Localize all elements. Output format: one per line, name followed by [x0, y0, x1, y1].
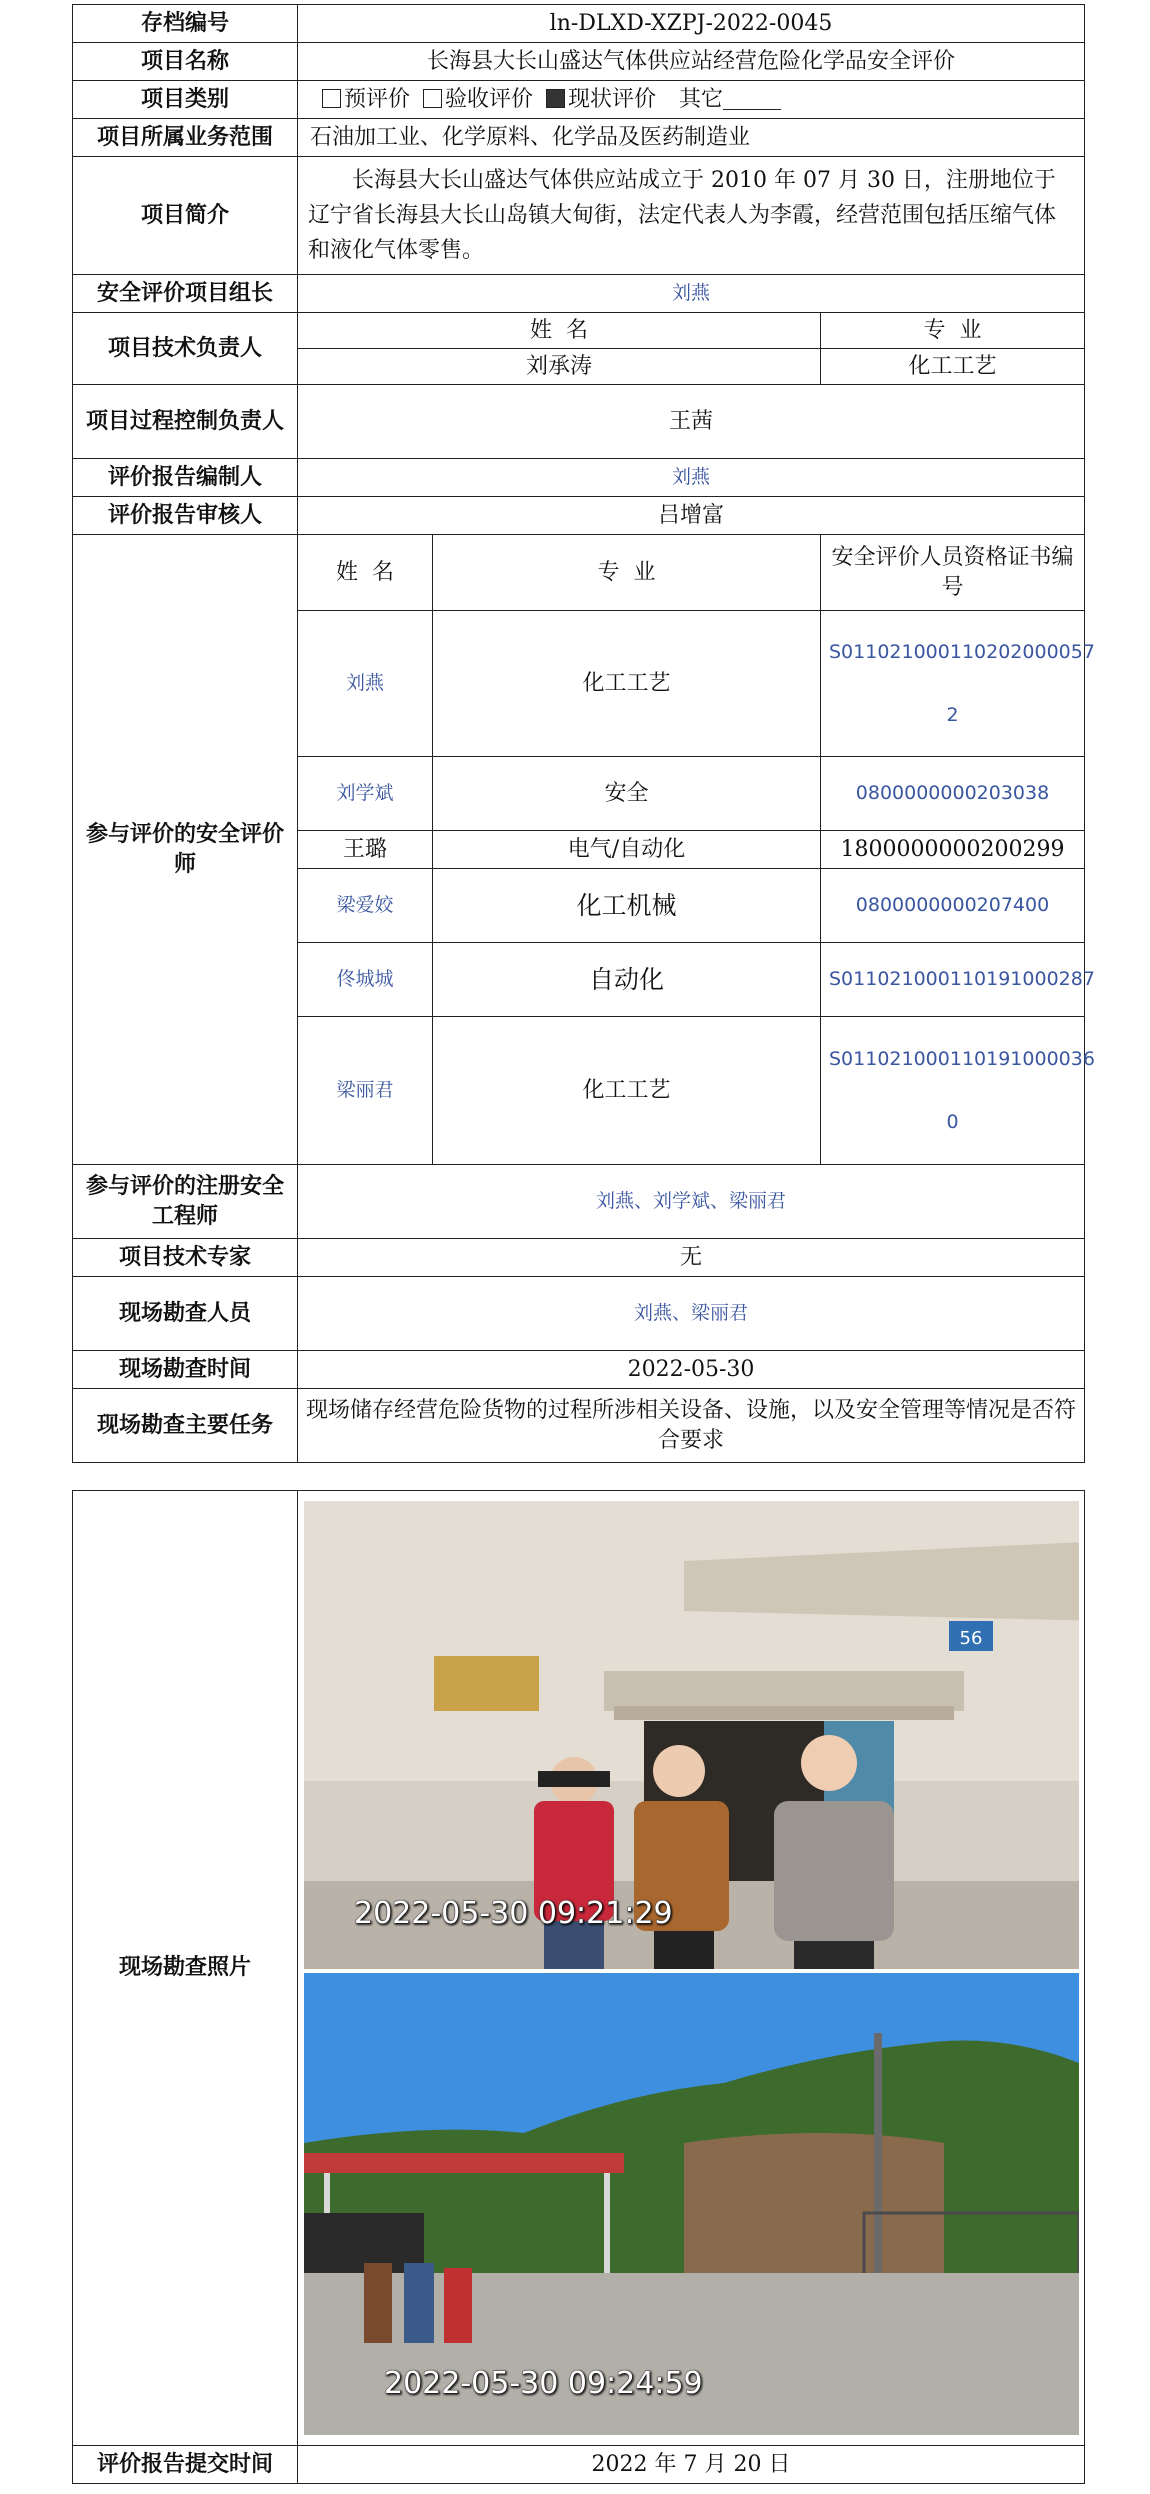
submit-time-label: 评价报告提交时间 [73, 2446, 298, 2484]
process-lead-value: 王茜 [298, 385, 1085, 459]
report-author-value: 刘燕 [298, 459, 1085, 497]
evaluator-name: 佟城城 [298, 943, 433, 1017]
evaluator-name: 梁爱姣 [298, 869, 433, 943]
evaluator-cert: 0800000000207400 [821, 869, 1085, 943]
checkbox-status-eval[interactable] [546, 89, 565, 108]
project-name-value: 长海县大长山盛达气体供应站经营危险化学品安全评价 [298, 43, 1085, 81]
evaluator-name: 刘燕 [298, 611, 433, 757]
experts-value: 无 [298, 1239, 1085, 1277]
experts-label: 项目技术专家 [73, 1239, 298, 1277]
checkbox-pre-eval[interactable] [322, 89, 341, 108]
business-scope-value: 石油加工业、化学原料、化学品及医药制造业 [298, 119, 1085, 157]
site-photo-yard [304, 1973, 1079, 2435]
evaluator-cert [821, 611, 1095, 757]
report-author-label: 评价报告编制人 [73, 459, 298, 497]
engineers-value: 刘燕、刘学斌、梁丽君 [298, 1165, 1085, 1239]
tech-lead-name: 刘承涛 [298, 349, 821, 385]
evaluator-major: 自动化 [433, 943, 821, 1017]
evaluator-major: 化工工艺 [433, 1017, 821, 1165]
evaluator-name: 王璐 [298, 831, 433, 869]
evaluator-cert: S011021000110191000287 [821, 943, 1085, 1017]
evaluators-header-name: 姓 名 [298, 535, 433, 611]
option-other: 其它 [679, 86, 724, 112]
photos-label: 现场勘查照片 [73, 1491, 298, 2446]
team-leader-label: 安全评价项目组长 [73, 275, 298, 313]
evaluation-info-table [72, 4, 1095, 1463]
inspect-time-value: 2022-05-30 [298, 1351, 1085, 1389]
report-reviewer-value: 吕增富 [298, 497, 1085, 535]
evaluator-major: 安全 [433, 757, 821, 831]
evaluator-major: 化工工艺 [433, 611, 821, 757]
evaluator-cert-line: S011021000110191000036 [829, 1047, 1095, 1070]
inspect-task-label: 现场勘查主要任务 [73, 1389, 298, 1463]
site-photo-entrance [304, 1501, 1079, 1969]
tech-lead-col-major: 专 业 [821, 313, 1085, 349]
evaluator-cert-line: 0 [946, 1110, 959, 1133]
evaluator-major: 化工机械 [433, 869, 821, 943]
tech-lead-col-name: 姓 名 [298, 313, 821, 349]
inspect-time-label: 现场勘查时间 [73, 1351, 298, 1389]
archive-no-value: ln-DLXD-XZPJ-2022-0045 [298, 5, 1085, 43]
evaluator-major: 电气/自动化 [433, 831, 821, 869]
evaluator-cert-line: 2 [946, 703, 959, 726]
inspect-task-value: 现场储存经营危险货物的过程所涉相关设备、设施，以及安全管理等情况是否符合要求 [298, 1389, 1085, 1463]
intro-value: 长海县大长山盛达气体供应站成立于 2010 年 07 月 30 日，注册地位于辽宁省长海县大长山岛镇大甸街，法定代表人为李霞，经营范围包括压缩气体和液化气体零售。 [298, 157, 1085, 275]
tech-lead-major: 化工工艺 [821, 349, 1085, 385]
project-type-options [298, 81, 1085, 119]
evaluator-cert-line: S011021000110202000057 [829, 640, 1095, 663]
tech-lead-label: 项目技术负责人 [73, 313, 298, 385]
option-pre-eval: 预评价 [344, 86, 411, 112]
business-scope-label: 项目所属业务范围 [73, 119, 298, 157]
team-leader-value: 刘燕 [298, 275, 1085, 313]
option-acceptance-eval: 验收评价 [445, 86, 534, 112]
engineers-label: 参与评价的注册安全工程师 [73, 1165, 298, 1239]
report-reviewer-label: 评价报告审核人 [73, 497, 298, 535]
project-name-label: 项目名称 [73, 43, 298, 81]
evaluator-name: 刘学斌 [298, 757, 433, 831]
evaluators-header-major: 专 业 [433, 535, 821, 611]
evaluators-label: 参与评价的安全评价师 [73, 535, 298, 1165]
process-lead-label: 项目过程控制负责人 [73, 385, 298, 459]
evaluator-cert [821, 1017, 1095, 1165]
checkbox-acceptance-eval[interactable] [423, 89, 442, 108]
inspectors-value: 刘燕、梁丽君 [298, 1277, 1085, 1351]
submit-time-value: 2022 年 7 月 20 日 [298, 2446, 1085, 2484]
inspectors-label: 现场勘查人员 [73, 1277, 298, 1351]
option-status-eval: 现状评价 [568, 86, 657, 112]
evaluator-cert: 1800000000200299 [821, 831, 1085, 869]
intro-label: 项目简介 [73, 157, 298, 275]
evaluator-cert: 0800000000203038 [821, 757, 1085, 831]
project-type-label: 项目类别 [73, 81, 298, 119]
other-blank-line[interactable] [723, 89, 781, 110]
photos-table [72, 1490, 1085, 2484]
evaluator-name: 梁丽君 [298, 1017, 433, 1165]
photo-timestamp: 2022-05-30 09:24:59 [384, 2366, 703, 2401]
photo-timestamp: 2022-05-30 09:21:29 [354, 1896, 673, 1931]
archive-no-label: 存档编号 [73, 5, 298, 43]
sign-number: 56 [959, 1628, 983, 1649]
evaluators-header-cert: 安全评价人员资格证书编号 [821, 535, 1085, 611]
